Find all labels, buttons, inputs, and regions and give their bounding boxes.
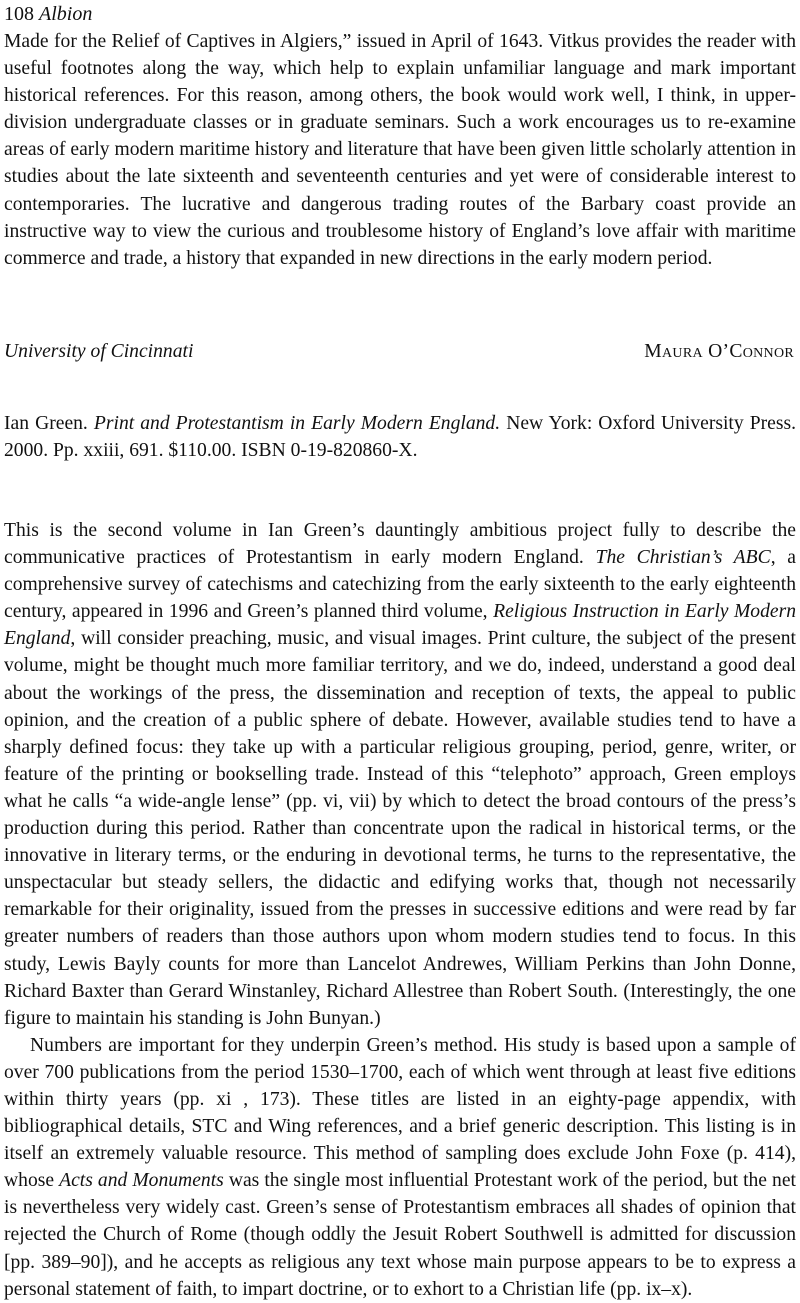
p2-book-title: Acts and Monuments — [59, 1170, 224, 1192]
previous-review-closing — [4, 28, 796, 272]
review-body — [4, 517, 796, 1303]
page-number: 108 — [4, 3, 34, 25]
book-citation — [4, 410, 796, 464]
reviewer-signature — [4, 338, 796, 366]
p1-text-b: , a comprehensive survey of catechisms and catechizing from the early sixteenth to the early eighteenth century, appeared in 1996 and Green’s planned third volume, — [4, 547, 796, 623]
book-publication-info: New York: Oxford University Press. 2000. Pp. xxiii, 691. $110.00. ISBN 0-19-820860-X. — [4, 413, 796, 462]
reviewer-name: Maura O’Connor — [644, 341, 794, 362]
p2-text-b: was the single most influential Protestant work of the period, but the net is nevertheless very widely cast. Green’s sense of Protestantism embraces all shades of opinion that rejected the Church of Rome (though oddly the Jesuit Robert Southwell is admitted for discussion [pp. 389–90]), and he accepts as religious any text whose main purpose appears to be to express a personal statement of faith, to impart doctrine, or to exhort to a Christian life (pp. ix–x). — [4, 1170, 796, 1300]
book-author: Ian Green. — [4, 413, 88, 434]
review-paragraph-2 — [4, 1032, 796, 1303]
p1-book-title-2: Religious Instruction in Early Modern England — [4, 601, 797, 650]
review-paragraph-1 — [4, 517, 796, 1032]
closing-paragraph: Made for the Relief of Captives in Algiers,” issued in April of 1643. Vitkus provides the reader with useful footnotes along the way, which help to explain unfamiliar language and mark important historical references. For this reason, among others, the book would work well, I think, in upper-division undergraduate classes or in graduate seminars. Such a work encourages us to re-examine areas of early modern maritime history and literature that have been given little scholarly attention in studies about the late sixteenth and seventeenth centuries and yet were of considerable interest to contemporaries. The lucrative and dangerous trading routes of the Barbary coast provide an instructive way to view the curious and troublesome history of England’s love affair with maritime commerce and trade, a history that expanded in new directions in the early modern period. — [4, 31, 796, 269]
p2-text-a: Numbers are important for they underpin Green’s method. His study is based upon a sample of over 700 publications from the period 1530–1700, each of which went through at least five editions within thirty years (pp. xi , 173). These titles are listed in an eighty-page appendix, with bibliographical details, STC and Wing references, and a brief generic description. This listing is in itself an extremely valuable resource. This method of sampling does exclude John Foxe (p. 414), whose — [4, 1034, 796, 1192]
p1-text-c: , will consider preaching, music, and visual images. Print culture, the subject of the present volume, might be thought much more familiar territory, and we do, indeed, understand a good deal about the workings of the press, the dissemination and reception of texts, the appeal to public opinion, and the creation of a public sphere of debate. However, available studies tend to have a sharply defined focus: they take up with a particular religious grouping, period, genre, writer, or feature of the printing or bookselling trade. Instead of this “telephoto” approach, Green employs what he calls “a wide-angle lense” (pp. vi, vii) by which to detect the broad contours of the press’s production during this period. Rather than concentrate upon the radical in historical terms, or the innovative in literary terms, or the enduring in devotional terms, he turns to the representative, the unspectacular but steady sellers, the didactic and edifying works that, though not necessarily remarkable for their originality, issued from the presses in successive editions and were read by far greater numbers of readers than those authors upon whom modern studies tend to focus. In this study, Lewis Bayly counts for more than Lancelot Andrewes, William Perkins than John Donne, Richard Baxter than Gerard Winstanley, Richard Allestree than Robert South. (Interestingly, the one figure to maintain his standing is John Bunyan.) — [4, 628, 796, 1029]
running-head — [4, 0, 92, 28]
reviewer-institution: University of Cincinnati — [4, 341, 194, 362]
p1-text-a: This is the second volume in Ian Green’s dauntingly ambitious project fully to describe the communicative practices of Protestantism in early modern England. — [4, 520, 796, 569]
book-title: Print and Protestantism in Early Modern England. — [93, 413, 501, 434]
p1-book-title-1: The Christian’s ABC — [595, 547, 771, 569]
journal-title: Albion — [39, 3, 93, 25]
